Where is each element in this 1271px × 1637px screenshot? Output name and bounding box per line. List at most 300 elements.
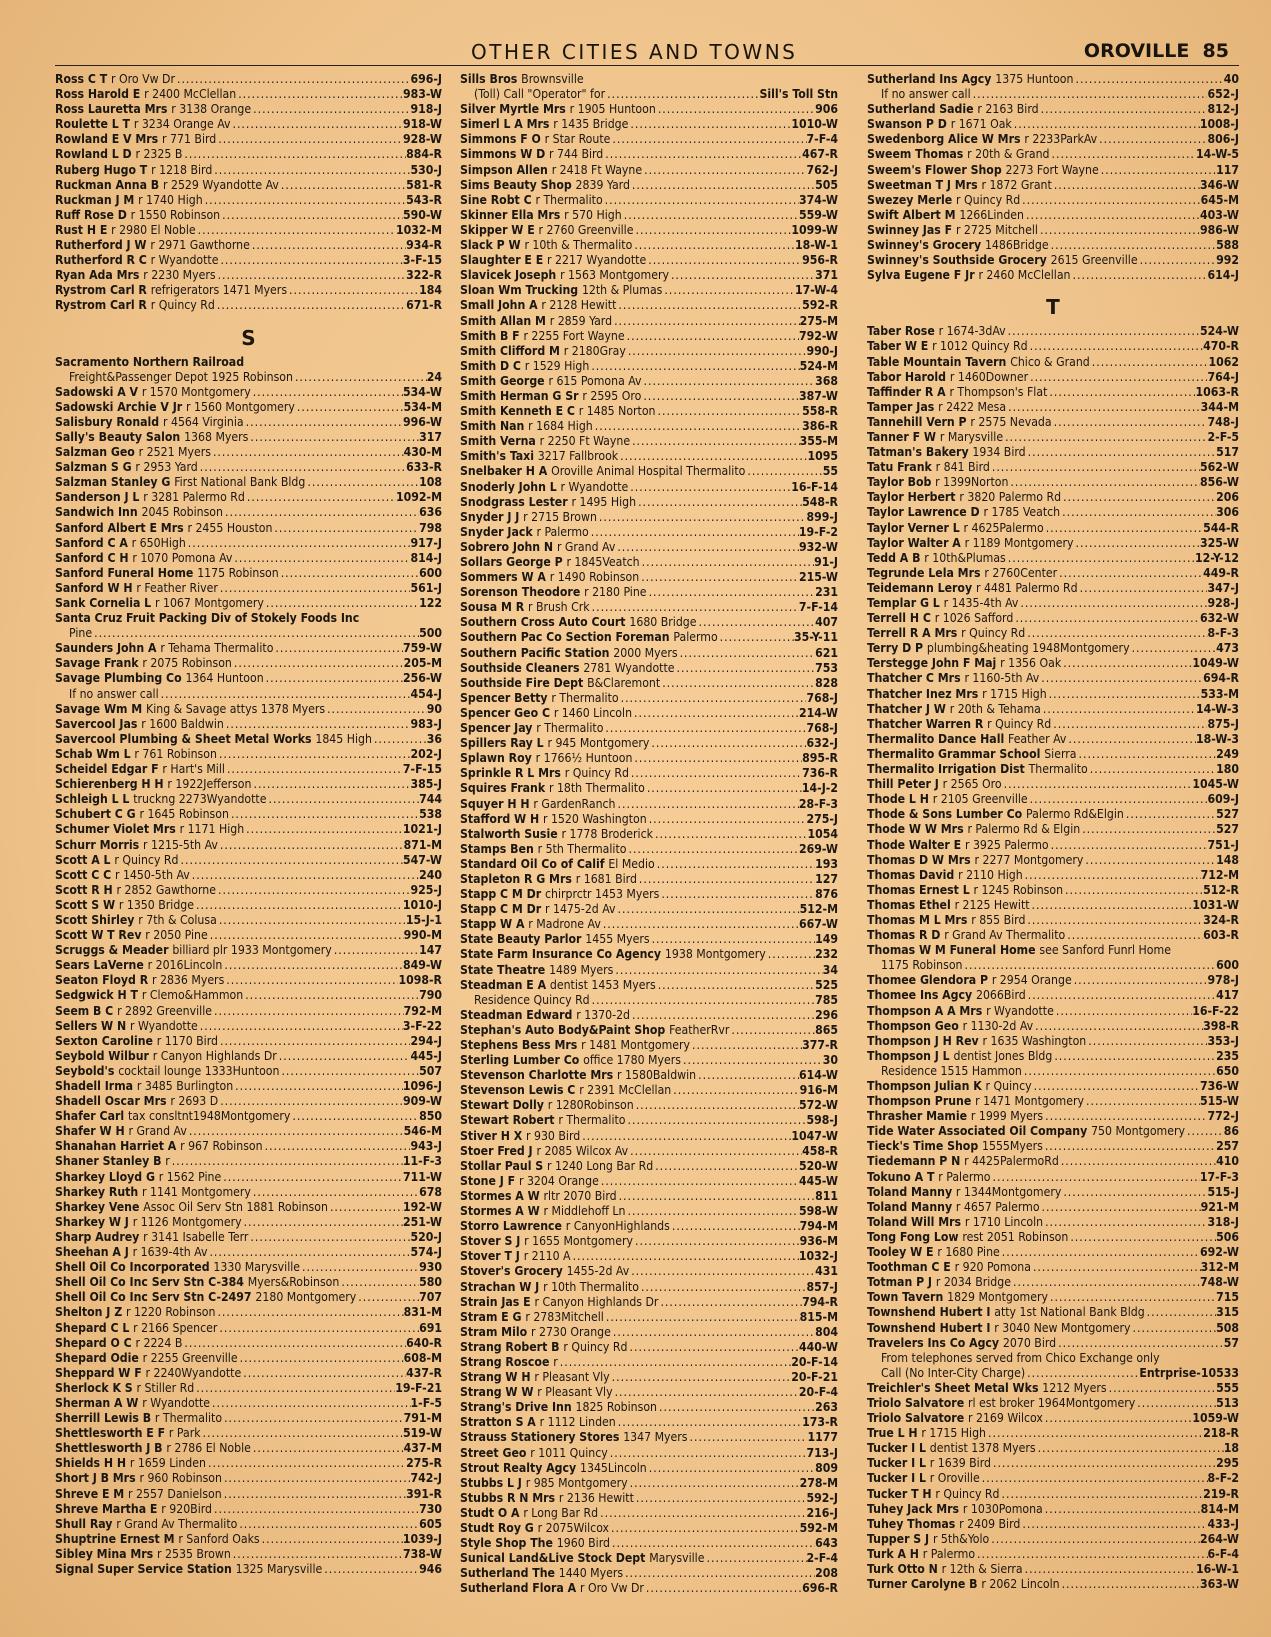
listing-phone: 377-R: [802, 1038, 838, 1052]
listing-entry: [55, 253, 442, 268]
listing-phone: 275-J: [806, 811, 838, 826]
listing-phone: 636: [419, 505, 442, 520]
listing-entry: [460, 842, 838, 857]
listing-address: 1347 Myers: [623, 1430, 688, 1445]
listing-phone: 930: [419, 1260, 442, 1275]
dot-leader: [208, 1456, 406, 1471]
listing-name-group: [460, 238, 634, 253]
listing-name-group: [867, 475, 1010, 490]
listing-phone: 562-W: [1200, 460, 1239, 475]
listing-entry: [460, 102, 838, 117]
listing-name-group: [460, 1174, 601, 1189]
listing-entry: [55, 913, 442, 928]
listing-phone: Entrprise-10533: [1139, 1365, 1239, 1380]
listing-name: Sollars George P: [460, 555, 563, 569]
dot-leader: [1074, 973, 1208, 988]
dot-leader: [246, 415, 403, 430]
listing-entry: [55, 117, 442, 132]
dot-leader: [1132, 641, 1217, 656]
listing-address: r 20th & Grand: [967, 147, 1050, 162]
listing-entry: [55, 460, 442, 475]
listing-address: 2045 Robinson: [141, 505, 223, 520]
listing-entry: [55, 807, 442, 822]
listing-name-group: [55, 1547, 233, 1562]
listing-name-group: [460, 1249, 573, 1264]
listing-name: Triolo Salvatore: [867, 1395, 965, 1410]
dot-leader: [632, 1008, 815, 1023]
dot-leader: [209, 1245, 410, 1260]
dot-leader: [612, 1370, 792, 1385]
dot-leader: [289, 283, 419, 298]
listing-phone: 828: [815, 675, 838, 690]
listing-phone: 996-W: [403, 414, 442, 429]
dot-leader: [1013, 1275, 1200, 1290]
listing-name-group: [55, 1502, 214, 1517]
listing-phone: 614-W: [799, 1068, 838, 1083]
listing-name: Thompson J H Rev: [867, 1033, 979, 1048]
listing-address: 1845 High: [315, 731, 372, 746]
listing-entry: [460, 1415, 838, 1430]
dot-leader: [1025, 868, 1201, 883]
listing-entry: [867, 732, 1239, 747]
listing-phone: 445-W: [799, 1173, 838, 1188]
listing-address: r Oroville: [929, 1471, 980, 1486]
listing-name-group: [55, 298, 217, 313]
listing-name-group: [867, 1109, 1045, 1124]
listing-address: r 1189 Montgomery: [964, 535, 1074, 550]
listing-name-group: [867, 581, 1080, 596]
listing-address: r 1659 Linden: [129, 1456, 206, 1471]
listing-address: r 2980 El Noble: [111, 222, 196, 237]
listing-address: r Quincy Rd: [935, 1486, 1000, 1501]
listing-name-group: [460, 706, 634, 721]
listing-name-group: [460, 419, 595, 434]
listing-entry: [867, 72, 1239, 87]
listing-phone: 214-W: [799, 705, 838, 720]
listing-entry: [460, 268, 838, 283]
listing-name-group: [460, 1566, 625, 1581]
listing-phone: 353-J: [1207, 1033, 1239, 1048]
listing-name: Shepard Odie: [55, 1350, 139, 1365]
listing-name-group: [867, 853, 1085, 868]
listing-name: Sadowski A V: [55, 384, 138, 399]
dot-leader: [603, 917, 799, 932]
listing-name: Tucker I L: [867, 1471, 926, 1486]
dot-leader: [250, 430, 419, 445]
listing-phone: 306: [1216, 505, 1239, 520]
listing-entry: [460, 404, 838, 419]
dot-leader: [222, 208, 403, 223]
listing-name-group: [867, 102, 1041, 117]
listing-address: r 3141 Isabelle Terr: [143, 1229, 249, 1244]
listing-entry: [55, 626, 442, 641]
listing-entry: [460, 555, 838, 570]
listing-name: Thomas R D: [867, 928, 941, 943]
listing-address: r Feather River: [136, 580, 218, 595]
dot-leader: [638, 495, 802, 510]
listing-address: r Thermalito: [551, 690, 619, 705]
listing-entry: [55, 475, 442, 490]
listing-entry: [460, 540, 838, 555]
listing-name: Sharkey Lloyd G: [55, 1169, 155, 1184]
listing-phone: 57: [1223, 1335, 1239, 1350]
section-letter: T: [1046, 295, 1060, 320]
listing-entry: [55, 611, 442, 626]
dot-leader: [615, 1385, 799, 1400]
listing-entry: [55, 1034, 442, 1049]
dot-leader: [672, 1219, 800, 1234]
listing-phone: 806-J: [1207, 132, 1239, 147]
listing-entry: [460, 389, 838, 404]
listing-address: r 761 Robinson: [134, 746, 217, 761]
listing-name-group: [460, 978, 658, 993]
listing-phone: 249: [1216, 746, 1239, 761]
listing-phone: 590-W: [403, 207, 442, 222]
dot-leader: [1137, 1396, 1216, 1411]
listing-name: Tiedemann P N: [867, 1154, 961, 1169]
listing-name-group: [460, 1370, 612, 1385]
listing-phone: 1099-W: [791, 222, 838, 237]
listing-name-group: [867, 147, 1052, 162]
listing-phone: 643: [815, 1536, 838, 1551]
dot-leader: [1073, 268, 1208, 283]
dot-leader: [218, 268, 407, 283]
listing-name-group: [460, 766, 631, 781]
listing-address: r 3204 Orange: [518, 1173, 599, 1188]
listing-name-group: [55, 521, 274, 536]
listing-phone: 544-R: [1203, 520, 1239, 535]
listing-entry: [867, 958, 1239, 973]
dot-leader: [607, 87, 759, 102]
listing-name: Rutherford R C: [55, 253, 147, 268]
listing-entry: [460, 963, 838, 978]
dot-leader: [1059, 566, 1203, 581]
listing-name-group: [460, 1551, 706, 1566]
listing-entry: [867, 178, 1239, 193]
listing-address: r 3040 New Montgomery: [994, 1320, 1131, 1335]
listing-name-group: [55, 1139, 265, 1154]
listing-name: Sutherland Sadie: [867, 102, 974, 117]
listing-phone: 90: [426, 701, 442, 716]
listing-phone: 884-R: [406, 147, 442, 162]
dot-leader: [253, 777, 410, 792]
listing-name: Toland Will Mrs: [867, 1214, 962, 1229]
listing-phone: 875-J: [1207, 716, 1239, 731]
listing-address: r 2575 Nevada: [970, 414, 1052, 429]
listing-name: Strang Roscoe: [460, 1354, 550, 1369]
dot-leader: [1054, 1049, 1216, 1064]
listing-name: Sharkey W J: [55, 1214, 129, 1229]
dot-leader: [655, 1159, 799, 1174]
listing-address: office 1780 Myers: [583, 1053, 681, 1068]
listing-phone: 932-W: [799, 539, 838, 554]
listing-name: Terstegge John F Maj: [867, 656, 997, 671]
listing-entry: [460, 1355, 838, 1370]
listing-name: Smith's Taxi: [460, 449, 534, 464]
listing-entry: [867, 1456, 1239, 1471]
listing-entry: [867, 117, 1239, 132]
listing-address: 1375 Huntoon: [995, 72, 1074, 86]
listing-entry: [460, 1280, 838, 1295]
listing-phone: 391-R: [406, 1486, 442, 1501]
listing-phone: 918-J: [410, 102, 442, 117]
listing-entry: [55, 102, 442, 117]
listing-name-group: [460, 947, 768, 962]
dot-leader: [683, 1053, 823, 1068]
listing-name-group: [460, 540, 617, 555]
listing-phone: 500: [419, 626, 442, 641]
dot-leader: [1058, 1336, 1224, 1351]
listing-name-group: [460, 72, 586, 87]
listing-address: r 2255 Greenville: [142, 1350, 238, 1365]
listing-address: r 841 Bird: [935, 460, 990, 475]
listing-entry: [55, 1139, 442, 1154]
dot-leader: [302, 1260, 419, 1275]
listing-entry: [867, 898, 1239, 913]
listing-phone: 506: [1216, 1229, 1239, 1244]
listing-name-group: [460, 1446, 610, 1461]
dot-leader: [1076, 536, 1201, 551]
listing-name-group: [867, 988, 1028, 1003]
listing-entry: [867, 671, 1239, 686]
listing-name: Shull Ray: [55, 1516, 113, 1531]
dot-leader: [279, 1049, 411, 1064]
listing-phone: 219-R: [1203, 1486, 1239, 1501]
listing-address: r 10th&Plumas: [924, 550, 1006, 565]
dot-leader: [226, 973, 398, 988]
listing-address: Chico & Grand: [1010, 354, 1090, 369]
dot-leader: [1063, 656, 1192, 671]
listing-name-group: [867, 72, 1075, 87]
listing-name-group: [867, 1049, 1054, 1064]
listing-name-group: [881, 958, 965, 973]
listing-name-group: [460, 1234, 635, 1249]
listing-address: r 1240 Long Bar Rd: [547, 1158, 654, 1173]
listing-name-group: [460, 495, 638, 510]
listing-name-group: [55, 958, 224, 973]
dot-leader: [617, 540, 799, 555]
listing-name: Thompson Julian K: [867, 1079, 982, 1093]
listing-phone: 652-J: [1207, 87, 1239, 102]
dot-leader: [1065, 883, 1203, 898]
dot-leader: [1085, 853, 1216, 868]
listing-name: Southside Fire Dept: [460, 675, 584, 690]
listing-name: Thermalito Dance Hall: [867, 731, 1005, 746]
listing-name: Strang W H: [460, 1370, 531, 1385]
listing-entry: [55, 1441, 442, 1456]
dot-leader: [1010, 475, 1200, 490]
listing-phone: 598-J: [806, 1113, 838, 1128]
directory-column-2: [460, 72, 838, 1596]
listing-name-group: [460, 147, 605, 162]
dot-leader: [1040, 223, 1200, 238]
listing-entry: [55, 430, 442, 445]
listing-entry: [867, 747, 1239, 762]
listing-entry: [460, 993, 838, 1008]
dot-leader: [605, 147, 802, 162]
listing-name: Thompson A A Mrs: [867, 1003, 983, 1018]
listing-phone: 759-W: [403, 641, 442, 656]
listing-name-group: [460, 1129, 582, 1144]
listing-address: r 1872 Grant: [981, 177, 1052, 192]
listing-name-group: [867, 370, 1030, 385]
listing-entry: [867, 415, 1239, 430]
listing-address: r 1170 Bird: [156, 1033, 218, 1048]
listing-name-group: [460, 510, 599, 525]
listing-phone: 794-M: [799, 1219, 838, 1234]
listing-address: r Oro Vw Dr: [111, 72, 175, 86]
listing-name-group: [867, 490, 1063, 505]
listing-address: r Marysville: [939, 429, 1004, 444]
listing-address: r 2075Wilcox: [537, 1521, 610, 1535]
listing-name: Steadman E A: [460, 977, 547, 992]
listing-entry: [460, 1325, 838, 1340]
listing-name: Sharkey Ruth: [55, 1184, 139, 1199]
listing-address: 2070 Bird: [1002, 1335, 1057, 1350]
dot-leader: [252, 238, 406, 253]
listing-name: Schurr Morris: [55, 837, 140, 852]
listing-address: r 1495 High: [571, 494, 637, 509]
listing-name: Turk Otto N: [867, 1562, 938, 1576]
listing-phone: 173-R: [802, 1415, 838, 1430]
dot-leader: [636, 1098, 799, 1113]
listing-entry: [55, 536, 442, 551]
listing-phone: 928-J: [1207, 596, 1239, 610]
listing-name: Scott C C: [55, 867, 112, 882]
listing-address: r 1600 Baldwin: [141, 716, 224, 731]
listing-name: Treichler's Sheet Metal Wks: [867, 1380, 1039, 1395]
listing-name: Tuhey Thomas: [867, 1516, 956, 1531]
dot-leader: [275, 641, 403, 656]
listing-entry: [867, 1517, 1239, 1532]
listing-address: r 1126 Montgomery: [132, 1214, 242, 1229]
listing-phone: 925-J: [410, 882, 442, 897]
listing-phone: 804: [815, 1324, 838, 1339]
listing-address: r Long Bar Rd: [523, 1505, 599, 1520]
listing-name-group: [460, 1189, 619, 1204]
listing-name-group: [867, 268, 1073, 283]
listing-phone: 645-M: [1200, 192, 1239, 207]
listing-name: Thatcher J W: [867, 701, 946, 716]
listing-name-group: [867, 1321, 1133, 1336]
listing-address: r 3138 Orange: [171, 102, 252, 117]
listing-entry: [460, 615, 838, 630]
listing-entry: [55, 943, 442, 958]
listing-name: Smith George: [460, 373, 545, 388]
dot-leader: [631, 766, 802, 781]
dot-leader: [196, 898, 403, 913]
dot-leader: [647, 781, 802, 796]
listing-phone: 580: [419, 1275, 442, 1290]
listing-entry: [55, 777, 442, 792]
listing-name-group: [867, 717, 1053, 732]
dot-leader: [1043, 702, 1196, 717]
listing-name: Thode L H: [867, 792, 929, 807]
listing-name: If no answer call: [881, 87, 971, 102]
listing-address: FeatherRvr: [669, 1022, 730, 1037]
listing-entry: [55, 1517, 442, 1532]
listing-phone: 772-J: [1207, 1109, 1239, 1124]
listing-name-group: [460, 827, 655, 842]
dot-leader: [1126, 807, 1216, 822]
listing-name: Schumer Violet Mrs: [55, 822, 176, 837]
listing-phone: 15-J-1: [405, 912, 442, 927]
listing-phone: 633-R: [406, 460, 442, 475]
listing-name: Sutherland Ins Agcy: [867, 72, 992, 86]
listing-address: r Wyandotte: [560, 479, 629, 494]
listing-entry: [55, 87, 442, 102]
listing-phone: 831-M: [403, 1305, 442, 1320]
listing-phone: 251-W: [403, 1214, 442, 1229]
dot-leader: [1054, 178, 1200, 193]
listing-phone: 533-M: [1200, 686, 1239, 701]
listing-name-group: [460, 208, 624, 223]
listing-entry: [55, 163, 442, 178]
listing-name-group: [867, 208, 1026, 223]
listing-address: 1455 Myers: [585, 932, 650, 947]
listing-address: 2000 Myers: [613, 645, 678, 660]
listing-name-group: [55, 671, 266, 686]
listing-name: Tooley W E: [867, 1245, 934, 1260]
listing-name: Rust H E: [55, 222, 108, 237]
listing-entry: [55, 521, 442, 536]
dot-leader: [243, 1366, 406, 1381]
listing-entry: [460, 1144, 838, 1159]
listing-name-group: [55, 1275, 341, 1290]
listing-entry: [55, 1411, 442, 1426]
listing-name: Simerl L A Mrs: [460, 117, 550, 132]
listing-name: Thomas M L Mrs: [867, 912, 968, 927]
listing-entry: [867, 1109, 1239, 1124]
listing-address: r 2535 Brown: [157, 1546, 231, 1561]
listing-entry: [55, 1215, 442, 1230]
listing-name-group: [55, 163, 214, 178]
listing-phone: 193: [815, 856, 838, 871]
listing-address: r 2230 Myers: [143, 268, 216, 283]
listing-name: Thatcher C Mrs: [867, 671, 961, 686]
listing-name: Tedd A B: [867, 550, 921, 565]
listing-address: r Palermo: [938, 1169, 991, 1184]
listing-name-group: [55, 355, 246, 370]
listing-name: Stollar Paul S: [460, 1158, 544, 1173]
listing-entry: [460, 751, 838, 766]
listing-entry: [55, 1004, 442, 1019]
dot-leader: [250, 1230, 410, 1245]
listing-phone: 608-M: [403, 1350, 442, 1365]
listing-name: Sterling Lumber Co: [460, 1053, 580, 1068]
dot-leader: [628, 1204, 800, 1219]
dot-leader: [632, 178, 815, 193]
listing-phone: 1021-J: [402, 822, 442, 837]
listing-name-group: [867, 163, 1101, 178]
listing-name: Sellers W N: [55, 1018, 127, 1033]
dot-leader: [965, 958, 1217, 973]
listing-phone: 385-J: [410, 777, 442, 792]
listing-name-group: [55, 853, 181, 868]
listing-phone: 865: [815, 1022, 838, 1037]
listing-entry: [867, 324, 1239, 339]
listing-entry: [55, 193, 442, 208]
listing-address: r 1778 Broderick: [561, 826, 653, 841]
listing-name: Savercool Jas: [55, 716, 138, 731]
listing-entry: [867, 1230, 1239, 1245]
listing-address: 2781 Wyandotte: [583, 660, 675, 675]
listing-name-group: [69, 687, 161, 702]
listing-name-group: [867, 1079, 1034, 1094]
listing-name-group: [867, 1260, 1033, 1275]
listing-name-group: [867, 460, 992, 475]
listing-address: 2066Bird: [975, 988, 1026, 1003]
